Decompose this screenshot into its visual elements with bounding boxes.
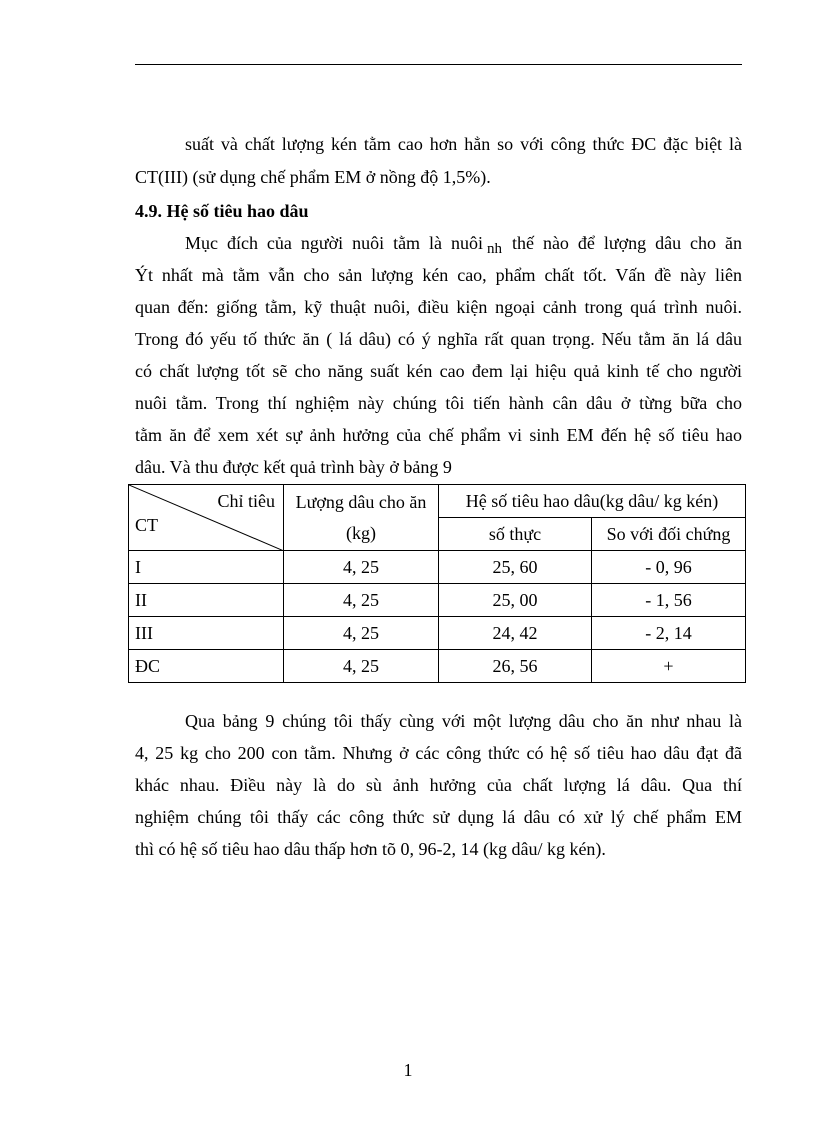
text-line: Ýt nhất mà tằm vẫn cho sản lượng kén cao, phẩm chất tốt. Vấn đề này liên bbox=[135, 265, 742, 285]
cell-ct: ĐC bbox=[129, 650, 284, 683]
page-number: 1 bbox=[403, 1060, 413, 1080]
cell-amount: 4, 25 bbox=[284, 551, 439, 584]
cell-compare: - 0, 96 bbox=[592, 551, 746, 584]
text-line: tằm ăn để xem xét sự ảnh hưởng của chế phẩm vi sinh EM đến hệ số tiêu hao bbox=[135, 425, 742, 445]
cell-compare: - 2, 14 bbox=[592, 617, 746, 650]
cell-actual: 25, 60 bbox=[439, 551, 592, 584]
table-row bbox=[129, 584, 746, 617]
text-segment: thế nào để lượng dâu cho ăn bbox=[511, 233, 742, 253]
cell-compare: - 1, 56 bbox=[592, 584, 746, 617]
cell-actual: 25, 00 bbox=[439, 584, 592, 617]
section-heading: 4.9. Hệ số tiêu hao dâu bbox=[135, 201, 309, 221]
text-line: suất và chất lượng kén tằm cao hơn hẳn so với công thức ĐC đặc biệt là bbox=[185, 134, 742, 154]
text-line: Qua bảng 9 chúng tôi thấy cùng với một lượng dâu cho ăn như nhau là bbox=[185, 711, 742, 731]
table-header-row bbox=[129, 485, 746, 518]
header-feed-amount bbox=[284, 485, 439, 551]
diagonal-header-cell bbox=[129, 485, 284, 551]
cell-ct: III bbox=[129, 617, 284, 650]
table-row bbox=[129, 551, 746, 584]
header-actual: số thực bbox=[439, 518, 592, 551]
header-feed-line2: (kg) bbox=[346, 522, 376, 543]
header-rule bbox=[135, 64, 742, 65]
text-line: thì có hệ số tiêu hao dâu thấp hơn tõ 0, 96-2, 14 (kg dâu/ kg kén). bbox=[135, 839, 606, 859]
header-ct-label: CT bbox=[135, 515, 159, 535]
text-line: quan đến: giống tằm, kỹ thuật nuôi, điều kiện ngoại cảnh trong quá trình nuôi. bbox=[135, 297, 742, 317]
header-group: Hệ số tiêu hao dâu(kg dâu/ kg kén) bbox=[439, 485, 746, 518]
cell-amount: 4, 25 bbox=[284, 617, 439, 650]
text-segment: Mục đích của người nuôi tằm là nuôi bbox=[185, 233, 483, 253]
text-line: nuôi tằm. Trong thí nghiệm này chúng tôi tiến hành cân dâu ở từng bữa cho bbox=[135, 393, 742, 413]
subscript-text: nh bbox=[486, 241, 502, 257]
text-line: Trong đó yếu tố thức ăn ( lá dâu) có ý nghĩa rất quan trọng. Nếu tằm ăn lá dâu bbox=[135, 329, 742, 349]
header-feed-line1: Lượng dâu cho ăn bbox=[295, 491, 427, 512]
text-line: khác nhau. Điều này là do sù ảnh hưởng của chất lượng lá dâu. Qua thí bbox=[135, 775, 742, 795]
header-compare: So với đối chứng bbox=[592, 518, 746, 551]
text-line: có chất lượng tốt sẽ cho năng suất kén cao đem lại hiệu quả kinh tế cho người bbox=[135, 361, 742, 381]
cell-ct: II bbox=[129, 584, 284, 617]
text-line bbox=[185, 232, 742, 256]
table-row bbox=[129, 617, 746, 650]
cell-actual: 24, 42 bbox=[439, 617, 592, 650]
text-line: 4, 25 kg cho 200 con tằm. Nhưng ở các công thức có hệ số tiêu hao dâu đạt đã bbox=[135, 743, 742, 763]
cell-amount: 4, 25 bbox=[284, 584, 439, 617]
text-line: CT(III) (sử dụng chế phẩm EM ở nồng độ 1,5%). bbox=[135, 167, 491, 187]
cell-compare: + bbox=[592, 650, 746, 683]
cell-ct: I bbox=[129, 551, 284, 584]
header-indicator-label: Chỉ tiêu bbox=[217, 491, 275, 511]
table-row bbox=[129, 650, 746, 683]
text-line: nghiệm chúng tôi thấy các công thức sử dụng lá dâu có xử lý chế phẩm EM bbox=[135, 807, 742, 827]
cell-amount: 4, 25 bbox=[284, 650, 439, 683]
coefficient-table bbox=[128, 484, 746, 683]
cell-actual: 26, 56 bbox=[439, 650, 592, 683]
text-line: dâu. Và thu được kết quả trình bày ở bảng 9 bbox=[135, 457, 452, 477]
